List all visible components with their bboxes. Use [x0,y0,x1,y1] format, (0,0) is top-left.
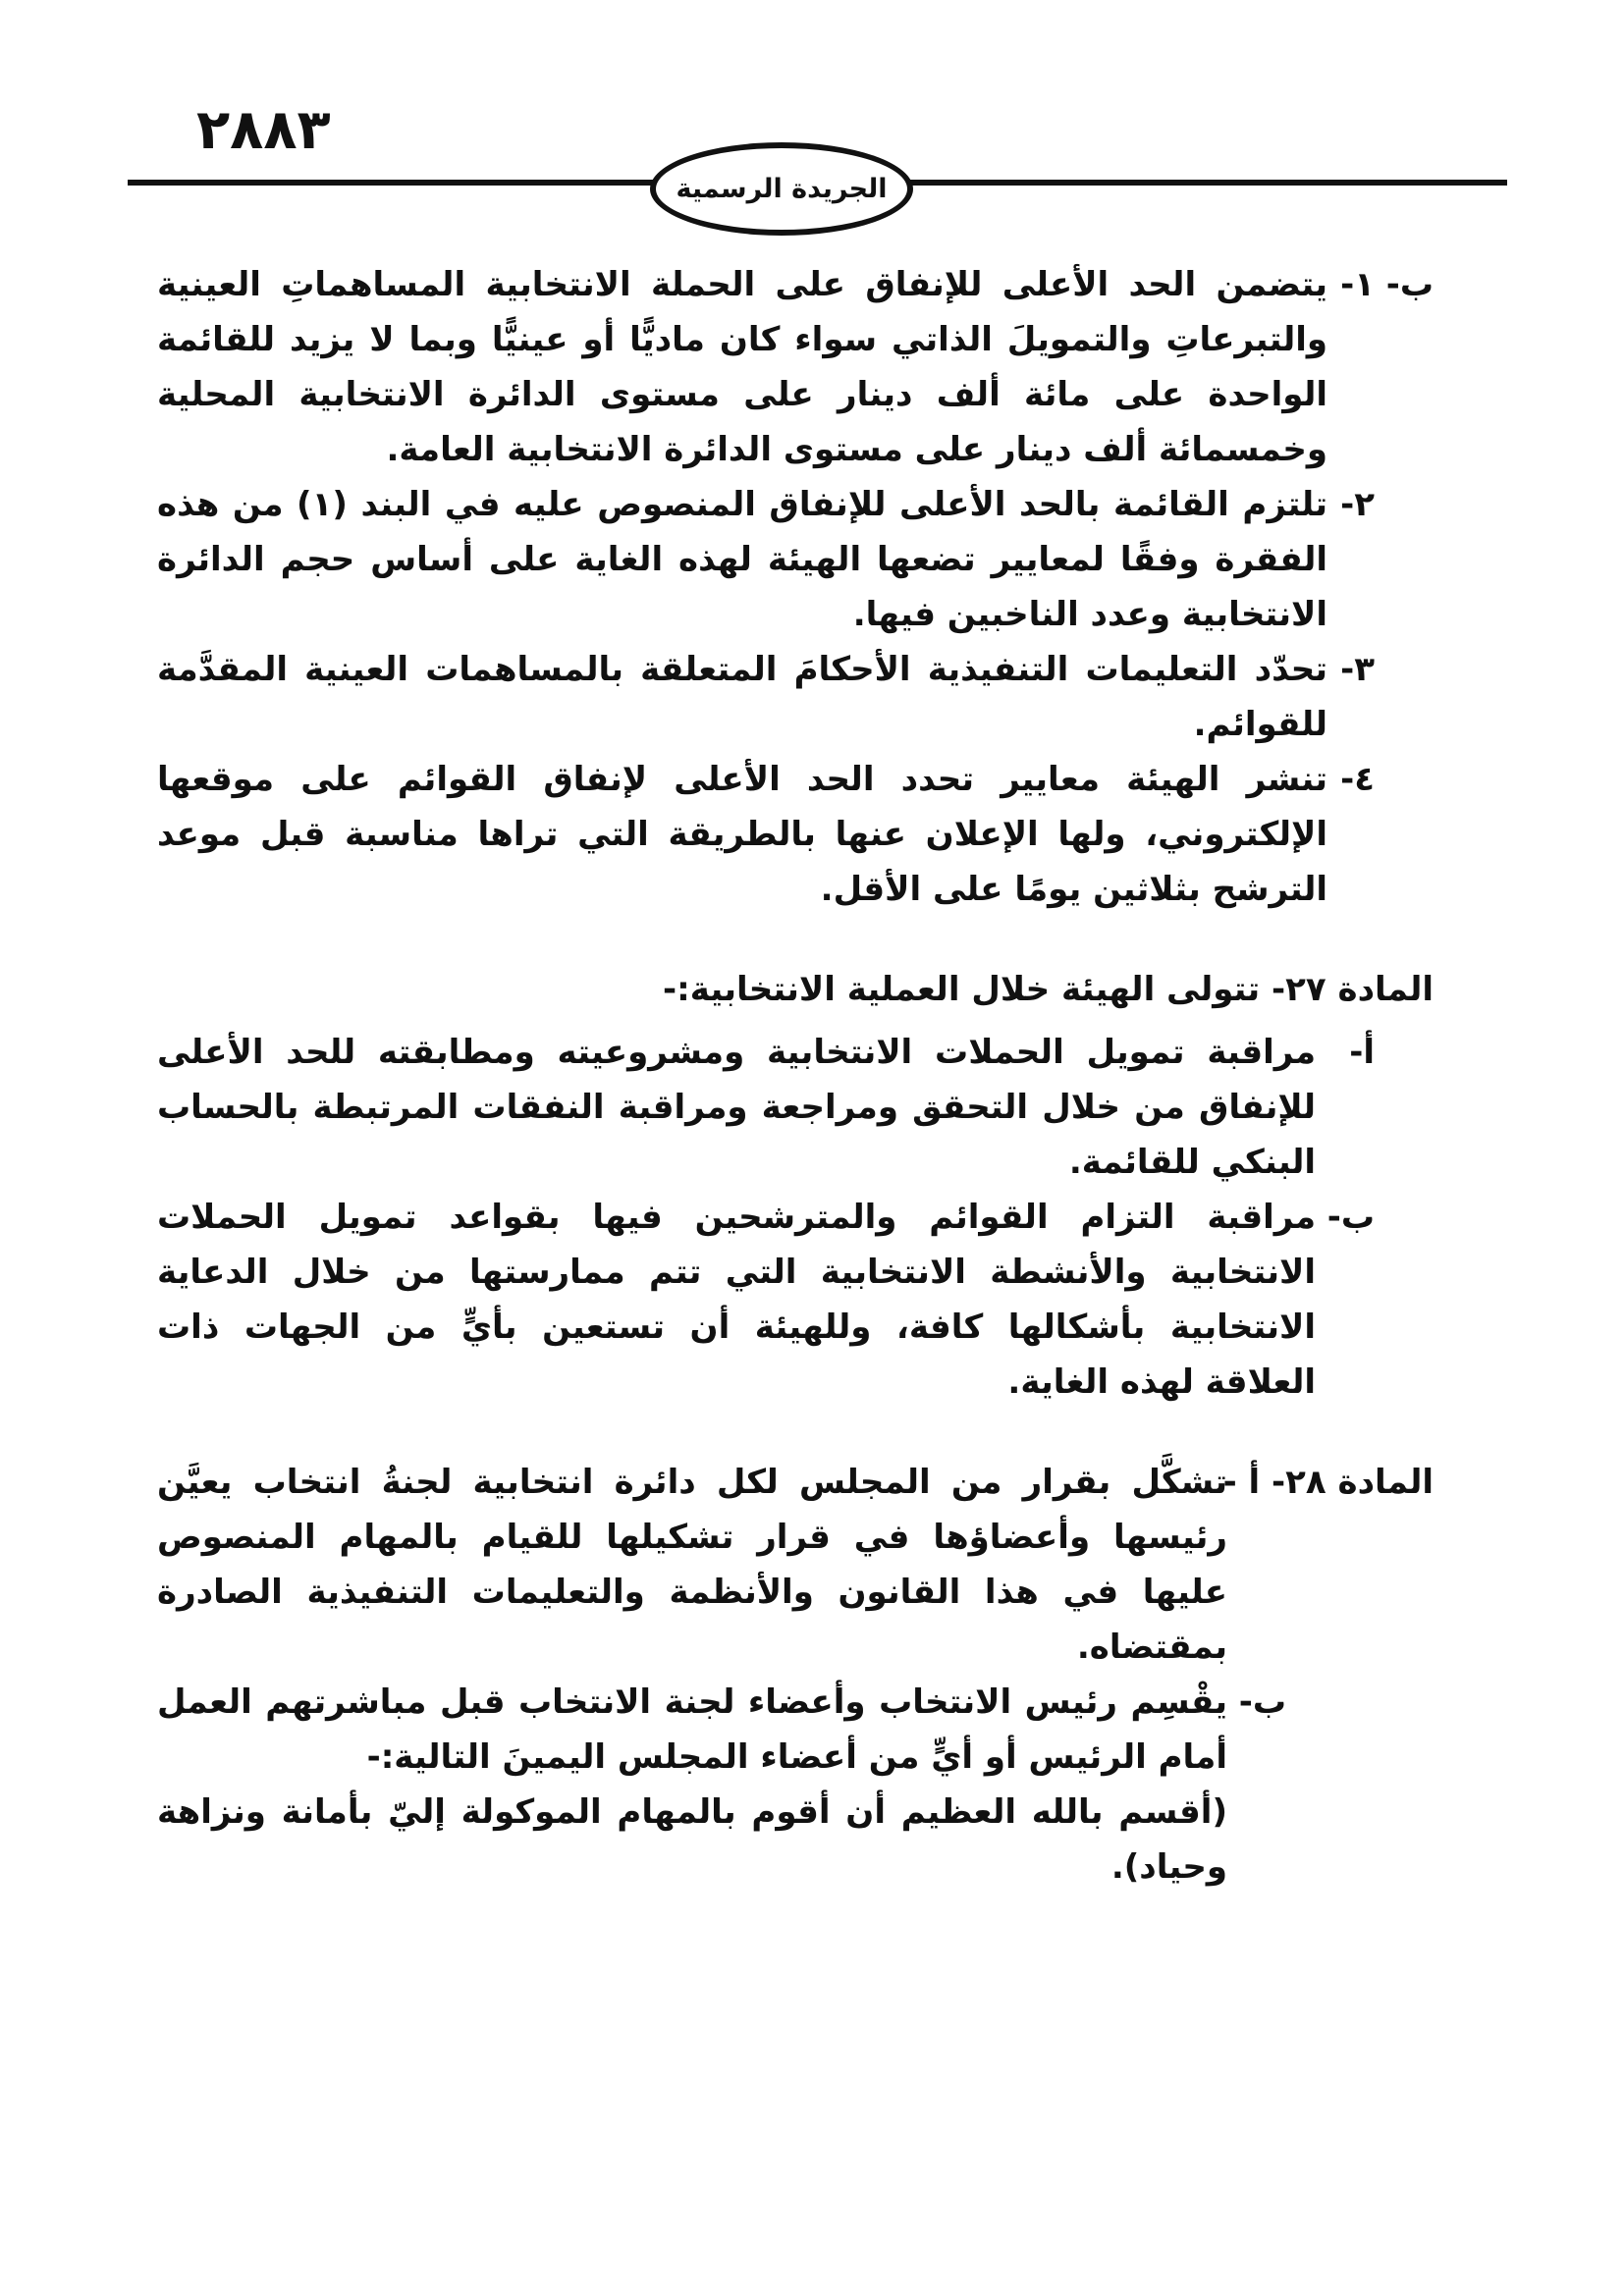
article-28-marker: المادة ٢٨- أ - [1222,1463,1434,1502]
section-b [157,257,1434,477]
oath-text: (أقسم بالله العظيم أن أقوم بالمهام الموكولة إليّ بأمانة ونزاهة وحياد). [157,1792,1227,1887]
list-item [157,1025,1375,1190]
item-text: تلتزم القائمة بالحد الأعلى للإنفاق المنصوص عليه في البند (١) من هذه الفقرة وفقًا لمعايير تضعها الهيئة لهذه الغاية على أساس حجم الدائرة الانتخابية وعدد الناخبين فيها. [157,485,1327,634]
item-number: ٣- [1340,650,1375,689]
article-28-text-b: يقْسِم رئيس الانتخاب وأعضاء لجنة الانتخاب قبل مباشرتهم العمل أمام الرئيس أو أيٍّ من أعضاء المجلس اليمينَ التالية:- [157,1682,1227,1777]
gazette-title-oval [650,142,913,236]
item-marker: أ- [1349,1033,1375,1072]
item-text: يتضمن الحد الأعلى للإنفاق على الحملة الانتخابية المساهماتِ العينية والتبرعاتِ والتمويلَ الذاتي سواء كان ماديًّا أو عينيًّا وبما لا يزيد للقائمة الواحدة على مائة ألف دينار على مستوى الدائرة الانتخابية المحلية وخمسمائة ألف دينار على مستوى الدائرة الانتخابية العامة. [157,265,1327,469]
section-b-marker: ب- [1385,265,1434,304]
article-28-b [157,1675,1286,1785]
item-text: مراقبة التزام القوائم والمترشحين فيها بقواعد تمويل الحملات الانتخابية والأنشطة الانتخابية التي تتم ممارستها من خلال الدعاية الانتخابية بأشكالها كافة، وللهيئة أن تستعين بأيٍّ من الجهات ذات العلاقة لهذه الغاية. [157,1198,1316,1402]
article-27-items [157,1025,1375,1410]
page-number: ٢٨٨٣ [196,98,331,162]
item-text: تحدّد التعليمات التنفيذية الأحكامَ المتعلقة بالمساهمات العينية المقدَّمة للقوائم. [157,650,1327,744]
list-item [157,257,1375,477]
item-number: ٤- [1340,760,1375,799]
item-marker: ب- [1326,1198,1375,1237]
article-28 [157,1455,1434,1675]
section-b-items [157,257,1375,477]
list-item [157,477,1375,642]
article-28-text-a: تشكَّل بقرار من المجلس لكل دائرة انتخابية لجنةُ انتخاب يعيَّن رئيسها وأعضاؤها في قرار تشكيلها للقيام بالمهام المنصوص عليها في هذا القانون والأنظمة والتعليمات التنفيذية الصادرة بمقتضاه. [157,1463,1227,1667]
item-number: ١- [1340,265,1375,304]
list-item [157,642,1375,752]
article-28-b-marker: ب- [1238,1682,1286,1722]
gazette-title: الجريدة الرسمية [676,174,888,204]
article-27-heading: المادة ٢٧- تتولى الهيئة خلال العملية الانتخابية:- [663,970,1434,1009]
list-item [157,752,1375,917]
item-text: تنشر الهيئة معايير تحدد الحد الأعلى لإنفاق القوائم على موقعها الإلكتروني، ولها الإعلان عنها بالطريقة التي تراها مناسبة قبل موعد الترشح بثلاثين يومًا على الأقل. [157,760,1327,909]
item-text: مراقبة تمويل الحملات الانتخابية ومشروعيته ومطابقته للحد الأعلى للإنفاق من خلال التحقق ومراجعة ومراقبة النفقات المرتبطة بالحساب البنكي للقائمة. [157,1033,1316,1182]
list-item [157,1190,1375,1410]
page-content [157,257,1434,1895]
item-number: ٢- [1340,485,1375,524]
